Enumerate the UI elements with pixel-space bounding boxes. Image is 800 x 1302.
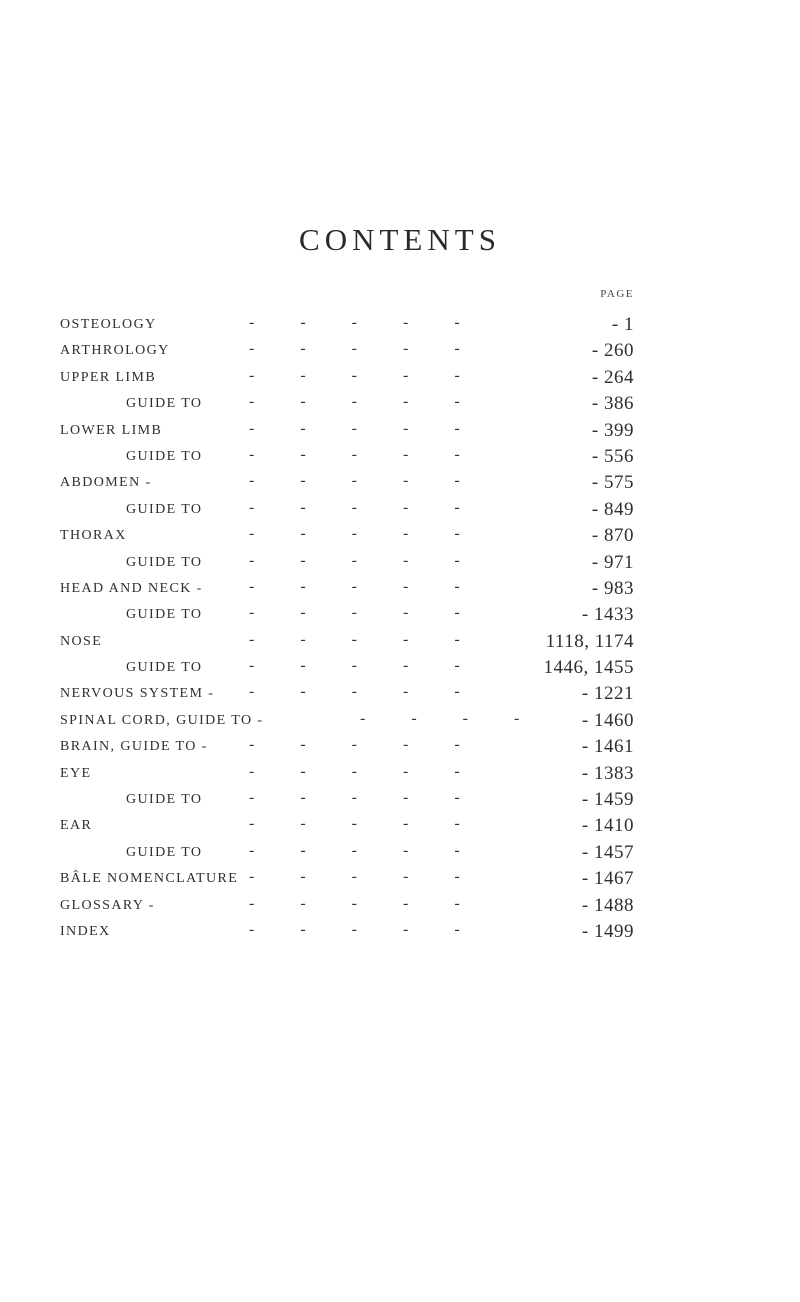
toc-entry [0,842,800,868]
toc-entry-page: - 556 [591,445,634,467]
toc-entry [0,314,800,340]
toc-entry-page: - 1459 [581,789,634,811]
toc-entry-label: NOSE [60,633,103,649]
dot-leader: - - - - - [249,498,460,516]
dot-leader: - - - - - [249,393,460,411]
toc-entry-page: - 1433 [581,604,634,626]
dot-leader: - - - - - [249,445,460,463]
toc-entry-page: - 870 [591,525,634,547]
toc-entry [0,895,800,921]
dot-leader: - - - - - [249,472,460,490]
toc-entry-page: - 1461 [581,736,634,758]
toc-entry-page: - 1460 [581,709,634,731]
dot-leader: - - - - - [249,577,460,595]
dot-leader: - - - - - [249,340,460,358]
dot-leader: - - - - - [249,868,460,886]
toc-entry [0,921,800,947]
toc-entry-label: LOWER LIMB [60,422,163,438]
toc-entry-label: GUIDE TO [126,660,203,676]
toc-entry [0,736,800,762]
dot-leader: - - - - - [249,419,460,437]
toc-entry [0,472,800,498]
toc-entry-page: - 849 [591,498,634,520]
dot-leader: - - - - - [249,894,460,912]
toc-entry-label: GUIDE TO [126,844,203,860]
toc-entry-page: - 1457 [581,841,634,863]
dot-leader: - - - - - [249,366,460,384]
toc-entry [0,657,800,683]
dot-leader: - - - - - [249,815,460,833]
toc-entry [0,525,800,551]
toc-entry [0,710,800,736]
toc-entry-page: - 1383 [581,762,634,784]
toc-entry-label: BÂLE NOMENCLATURE [60,871,239,887]
toc-entry-page: 1446, 1455 [543,657,634,679]
toc-entry [0,604,800,630]
toc-entry-label: INDEX [60,923,111,939]
toc-entry [0,683,800,709]
toc-entry-page: - 575 [591,472,634,494]
toc-entry-page: - 1488 [581,894,634,916]
toc-entry-label: UPPER LIMB [60,369,157,385]
toc-entry-page: - 1499 [581,920,634,942]
toc-entry-page: - 260 [591,340,634,362]
toc-entry-label: ABDOMEN - [60,475,152,491]
toc-entry-label: NERVOUS SYSTEM - [60,686,215,702]
toc-entry [0,815,800,841]
toc-entry-page: - 399 [591,419,634,441]
toc-entry-label: GUIDE TO [126,448,203,464]
toc-entry-label: ARTHROLOGY [60,343,170,359]
toc-entry [0,868,800,894]
dot-leader: - - - - - [249,762,460,780]
toc-entry-label: GUIDE TO [126,396,203,412]
dot-leader: - - - - - [249,683,460,701]
toc-entry-label: GLOSSARY - [60,897,155,913]
toc-entry-page: - 1467 [581,868,634,890]
toc-entry-page: - 264 [591,366,634,388]
page-title: CONTENTS [299,222,501,257]
dot-leader: - - - - [360,709,520,727]
toc-entry-page: - 1221 [581,683,634,705]
toc-entry-page: 1118, 1174 [545,630,634,652]
toc-entry [0,578,800,604]
toc-entry-label: GUIDE TO [126,501,203,517]
toc-entry [0,789,800,815]
page-column-label: PAGE [600,288,634,300]
toc-entry-label: GUIDE TO [126,607,203,623]
dot-leader: - - - - - [249,920,460,938]
toc-entry-page: - 983 [591,577,634,599]
toc-entry-label: GUIDE TO [126,554,203,570]
toc-entry-label: BRAIN, GUIDE TO - [60,739,208,755]
toc-entry-page: - 386 [591,393,634,415]
toc-entry [0,367,800,393]
toc-entry-label: EAR [60,818,93,834]
toc-entry-page: - 971 [591,551,634,573]
toc-entry-page: - 1 [611,314,634,335]
toc-entry [0,420,800,446]
toc-entry-label: GUIDE TO [126,792,203,808]
toc-entry-page: - 1410 [581,815,634,837]
toc-entry [0,631,800,657]
toc-entry-label: THORAX [60,528,127,544]
toc-entry-label: OSTEOLOGY [60,317,157,332]
toc-entry-label: HEAD AND NECK - [60,580,203,596]
dot-leader: - - - - - [249,525,460,543]
toc-entry [0,393,800,419]
dot-leader: - - - - - [249,551,460,569]
toc-entry-label: EYE [60,765,92,781]
dot-leader: - - - - - [249,314,460,331]
toc-entry [0,499,800,525]
dot-leader: - - - - - [249,604,460,622]
toc-entry [0,340,800,366]
toc-entry [0,763,800,789]
toc-entry [0,552,800,578]
contents-list [0,314,800,947]
dot-leader: - - - - - [249,630,460,648]
toc-entry-label: SPINAL CORD, GUIDE TO - [60,712,264,728]
dot-leader: - - - - - [249,736,460,754]
dot-leader: - - - - - [249,657,460,675]
dot-leader: - - - - - [249,841,460,859]
toc-entry [0,446,800,472]
dot-leader: - - - - - [249,789,460,807]
